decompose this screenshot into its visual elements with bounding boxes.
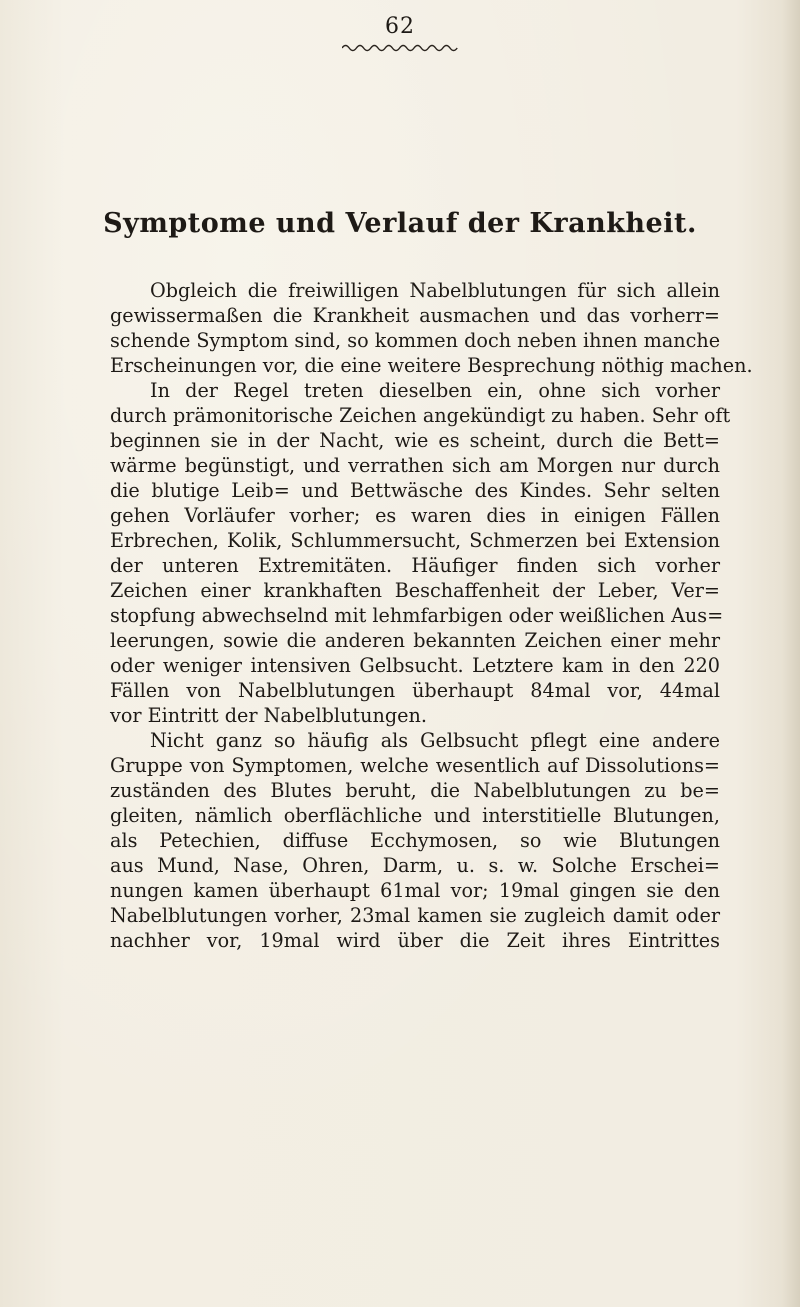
text-line: aus Mund, Nase, Ohren, Darm, u. s. w. Solche Erschei= xyxy=(110,854,720,877)
text-line: als Petechien, diffuse Ecchymosen, so wie Blutungen xyxy=(110,829,720,852)
text-line: oder weniger intensiven Gelbsucht. Letztere kam in den 220 xyxy=(110,654,720,677)
text-line: Fällen von Nabelblutungen überhaupt 84mal vor, 44mal xyxy=(110,679,720,702)
text-line: durch prämonitorische Zeichen angekündigt zu haben. Sehr oft xyxy=(110,404,731,427)
text-line: gleiten, nämlich oberflächliche und interstitielle Blutungen, xyxy=(110,804,720,827)
text-line: schende Symptom sind, so kommen doch neben ihnen manche xyxy=(110,329,721,352)
body-text xyxy=(110,278,753,953)
text-line: Gruppe von Symptomen, welche wesentlich auf Dissolutions= xyxy=(110,754,720,777)
text-line: die blutige Leib= und Bettwäsche des Kindes. Sehr selten xyxy=(110,479,720,502)
text-line: beginnen sie in der Nacht, wie es scheint, durch die Bett= xyxy=(110,429,720,452)
text-line: Obgleich die freiwilligen Nabelblutungen für sich allein xyxy=(150,279,720,302)
text-line: Erscheinungen vor, die eine weitere Besprechung nöthig machen. xyxy=(110,354,753,377)
paragraph-2 xyxy=(110,728,720,953)
text-line: leerungen, sowie die anderen bekannten Zeichen einer mehr xyxy=(110,629,720,652)
text-line: Zeichen einer krankhaften Beschaffenheit der Leber, Ver= xyxy=(110,579,720,602)
text-line: der unteren Extremitäten. Häufiger finden sich vorher xyxy=(110,554,720,577)
text-line: zuständen des Blutes beruht, die Nabelblutungen zu be= xyxy=(110,779,720,802)
wavy-rule-ornament xyxy=(342,42,458,54)
text-line: nungen kamen überhaupt 61mal vor; 19mal gingen sie den xyxy=(110,879,720,902)
section-title: Symptome und Verlauf der Krankheit. xyxy=(103,208,697,240)
text-line: gehen Vorläufer vorher; es waren dies in einigen Fällen xyxy=(110,504,720,527)
page-edge-shading xyxy=(782,0,800,1307)
text-line: Nabelblutungen vorher, 23mal kamen sie zugleich damit oder xyxy=(110,904,720,927)
text-line: Erbrechen, Kolik, Schlummersucht, Schmerzen bei Extension xyxy=(110,529,720,552)
text-line: gewissermaßen die Krankheit ausmachen und das vorherr= xyxy=(110,304,720,327)
paragraph-1 xyxy=(110,278,753,728)
page-number: 62 xyxy=(385,14,415,39)
text-line: vor Eintritt der Nabelblutungen. xyxy=(110,704,427,727)
text-line: wärme begünstigt, und verrathen sich am Morgen nur durch xyxy=(110,454,720,477)
text-line: Nicht ganz so häufig als Gelbsucht pflegt eine andere xyxy=(150,729,720,752)
text-line: nachher vor, 19mal wird über die Zeit ihres Eintrittes xyxy=(110,929,720,952)
text-line: stopfung abwechselnd mit lehmfarbigen oder weißlichen Aus= xyxy=(110,604,724,627)
text-line: In der Regel treten dieselben ein, ohne sich vorher xyxy=(150,379,720,402)
